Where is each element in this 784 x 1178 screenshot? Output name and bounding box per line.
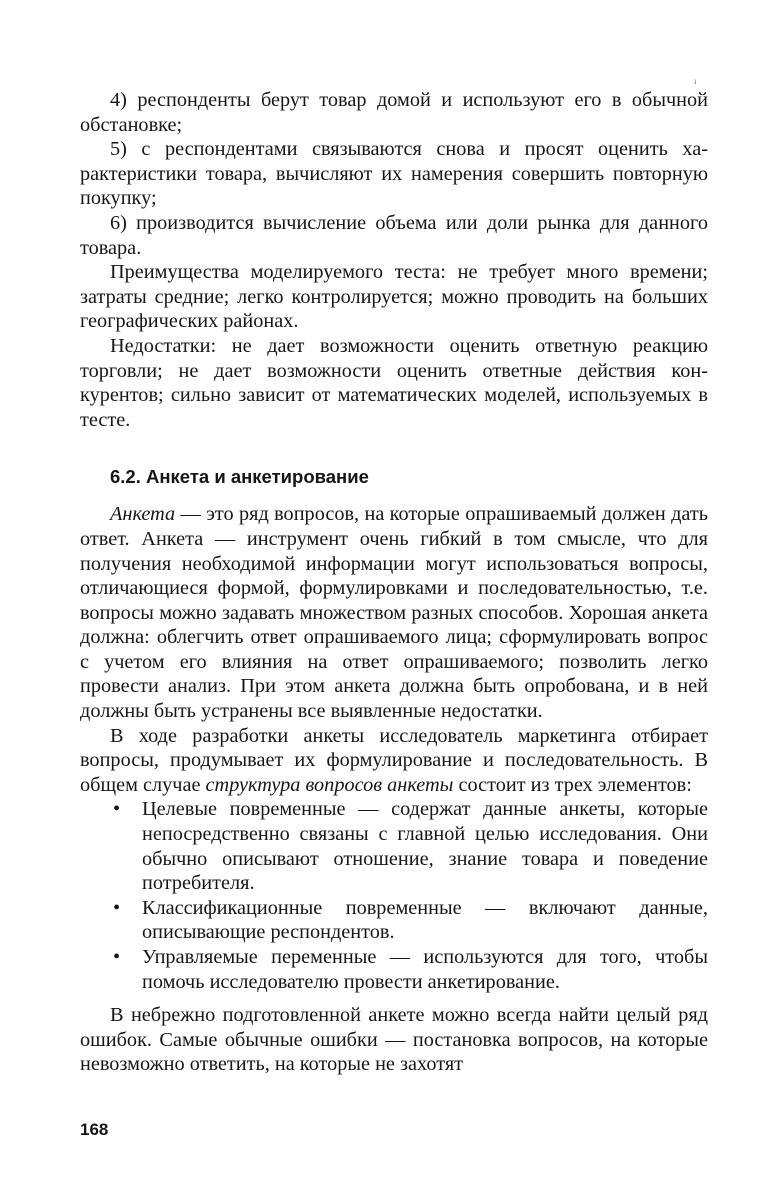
- list-item: [80, 896, 708, 945]
- list-item-text: Управляемые переменные — используются для того, чтобы помочь исследователю провести анкетирование.: [142, 946, 708, 993]
- corner-mark: ı: [694, 76, 697, 86]
- advantages-paragraph: Преимущества моделируемого теста: не требует много времени; затраты средние; легко контролируется; можно проводить на больших географических районах.: [80, 261, 708, 333]
- structure-paragraph: [80, 724, 708, 798]
- disadvantages-paragraph: Недостатки: не дает возможности оценить ответную реакцию торговли; не дает возможности оценить ответные действия конкурентов; сильно зависит от математических моделей, используемых в тесте.: [80, 334, 708, 431]
- page-body: [80, 88, 708, 1077]
- list-item-text: Целевые повременные — содержат данные анкеты, которые непосредственно связаны с главной целью исследования. Они обычно описывают отношение, знание товара и поведение потребителя.: [142, 798, 708, 895]
- closing-paragraph: В небрежно подготовленной анкете можно всегда найти целый ряд ошибок. Самые обычные ошибки — постановка вопросов, на которые невозможно ответить, на которые не захотят: [80, 1004, 708, 1076]
- page-number: 168: [80, 1120, 109, 1139]
- variables-list: [80, 797, 708, 994]
- structure-emphasis: структура вопросов анкеты: [205, 773, 454, 796]
- list-item-text: Классификационные повременные — включают данные, описывающие респондентов.: [142, 896, 708, 944]
- definition-text: — это ряд вопросов, на которые опрашиваемый должен дать ответ. Анкета — инструмент очень гибкий в том смысле, что для получения необходимой информации могут использоваться вопросы, отличающиеся формой, формулировками и последовательностью, т.е. вопросы можно задавать множеством разных способов. Хорошая анкета должна: облегчить ответ опрашиваемого лица; сформулировать вопрос с учетом его влияния на ответ опрашиваемого; позволить легко провести анализ. При этом анкета должна быть опробована, и в ней должны быть устранены все выявленные недостатки.: [80, 503, 708, 723]
- definition-term: Анкета: [110, 503, 176, 526]
- definition-paragraph: [80, 502, 708, 723]
- list-item: [80, 797, 708, 895]
- bullet-icon: •: [113, 896, 121, 919]
- numbered-item: 4) респонденты берут товар домой и используют его в обычной обстановке;: [80, 89, 708, 136]
- numbered-item: 5) с респондентами связываются снова и просят оценить характеристики товара, вычисляют их намерения совершить повторную покупку;: [80, 138, 708, 210]
- structure-text-before: В ходе разработки анкеты исследователь маркетинга отбирает вопросы, продумывает их формулирование и последовательность. В общем случае: [80, 724, 708, 796]
- structure-text-after: состоит из трех элементов:: [453, 773, 692, 796]
- section-heading: 6.2. Анкета и анкетирование: [110, 466, 369, 488]
- list-item: [80, 945, 708, 994]
- numbered-item: 6) производится вычисление объема или доли рынка для данного товара.: [80, 211, 708, 259]
- bullet-icon: •: [113, 946, 121, 968]
- bullet-icon: •: [113, 798, 121, 821]
